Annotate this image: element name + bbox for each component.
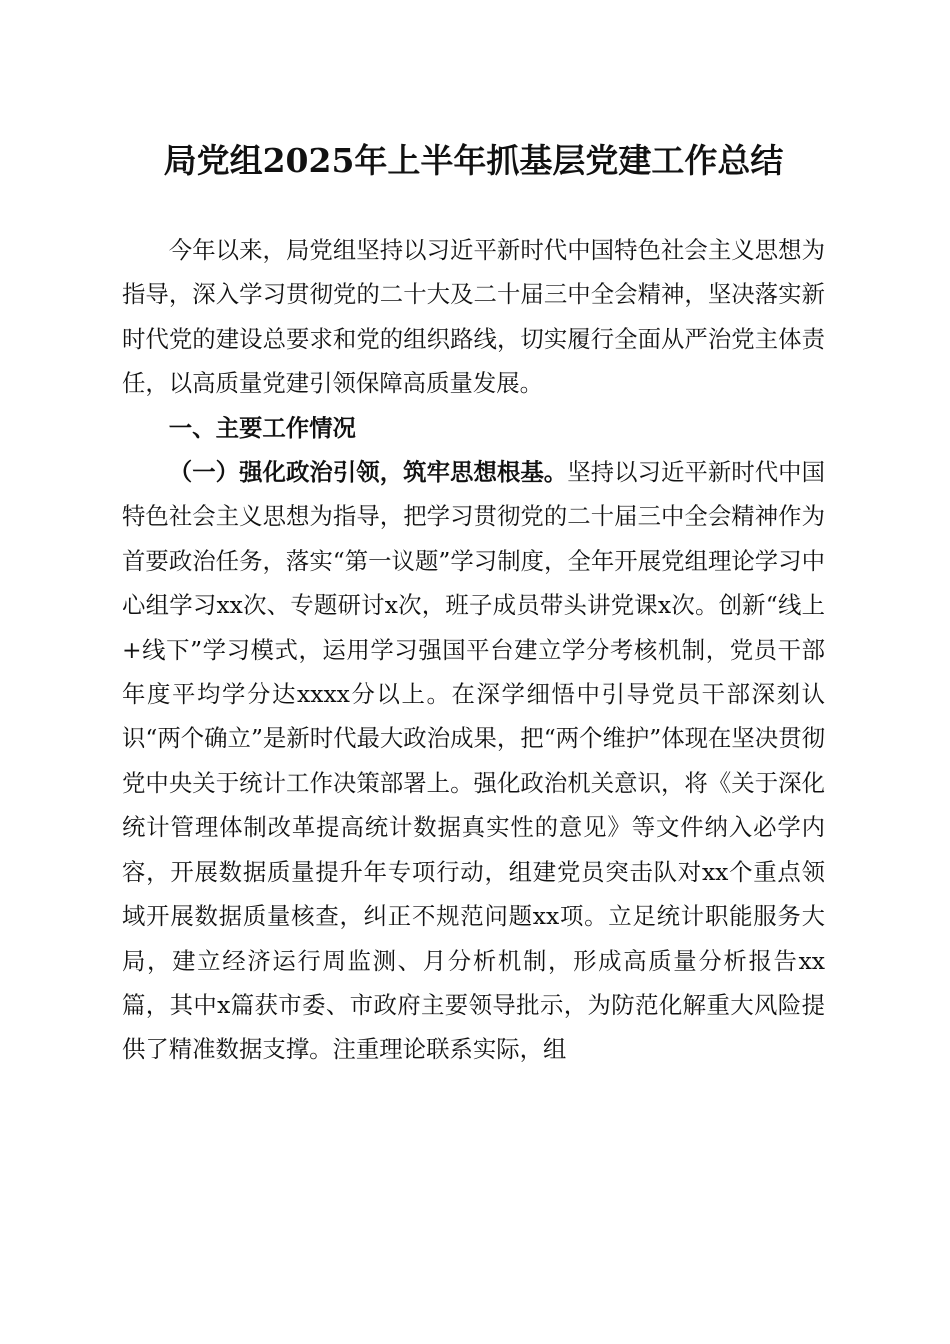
subsection-body: 坚持以习近平新时代中国特色社会主义思想为指导，把学习贯彻党的二十届三中全会精神作为首要政治任务，落实“第一议题”学习制度，全年开展党组理论学习中心组学习xx次、专题研讨x次，班子成员带头讲党课x次。创新“线上+线下”学习模式，运用学习强国平台建立学分考核机制，党员干部年度平均学分达xxxx分以上。在深学细悟中引导党员干部深刻认识“两个确立”是新时代最大政治成果，把“两个维护”体现在坚决贯彻党中央关于统计工作决策部署上。强化政治机关意识，将《关于深化统计管理体制改革提高统计数据真实性的意见》等文件纳入必学内容，开展数据质量提升年专项行动，组建党员突击队对xx个重点领域开展数据质量核查，纠正不规范问题xx项。立足统计职能服务大局，建立经济运行周监测、月分析机制，形成高质量分析报告xx篇，其中x篇获市委、市政府主要领导批示，为防范化解重大风险提供了精准数据支撑。注重理论联系实际，组 <box>122 458 825 1064</box>
document-body <box>122 228 825 1072</box>
intro-paragraph: 今年以来，局党组坚持以习近平新时代中国特色社会主义思想为指导，深入学习贯彻党的二十大及二十届三中全会精神，坚决落实新时代党的建设总要求和党的组织路线，切实履行全面从严治党主体责任，以高质量党建引领保障高质量发展。 <box>122 236 825 398</box>
subsection-paragraph <box>122 450 825 1072</box>
section-heading: 一、主要工作情况 <box>168 413 356 442</box>
subsection-lead: （一）强化政治引领，筑牢思想根基。 <box>168 458 568 487</box>
document-title: 局党组2025年上半年抓基层党建工作总结 <box>163 141 784 180</box>
